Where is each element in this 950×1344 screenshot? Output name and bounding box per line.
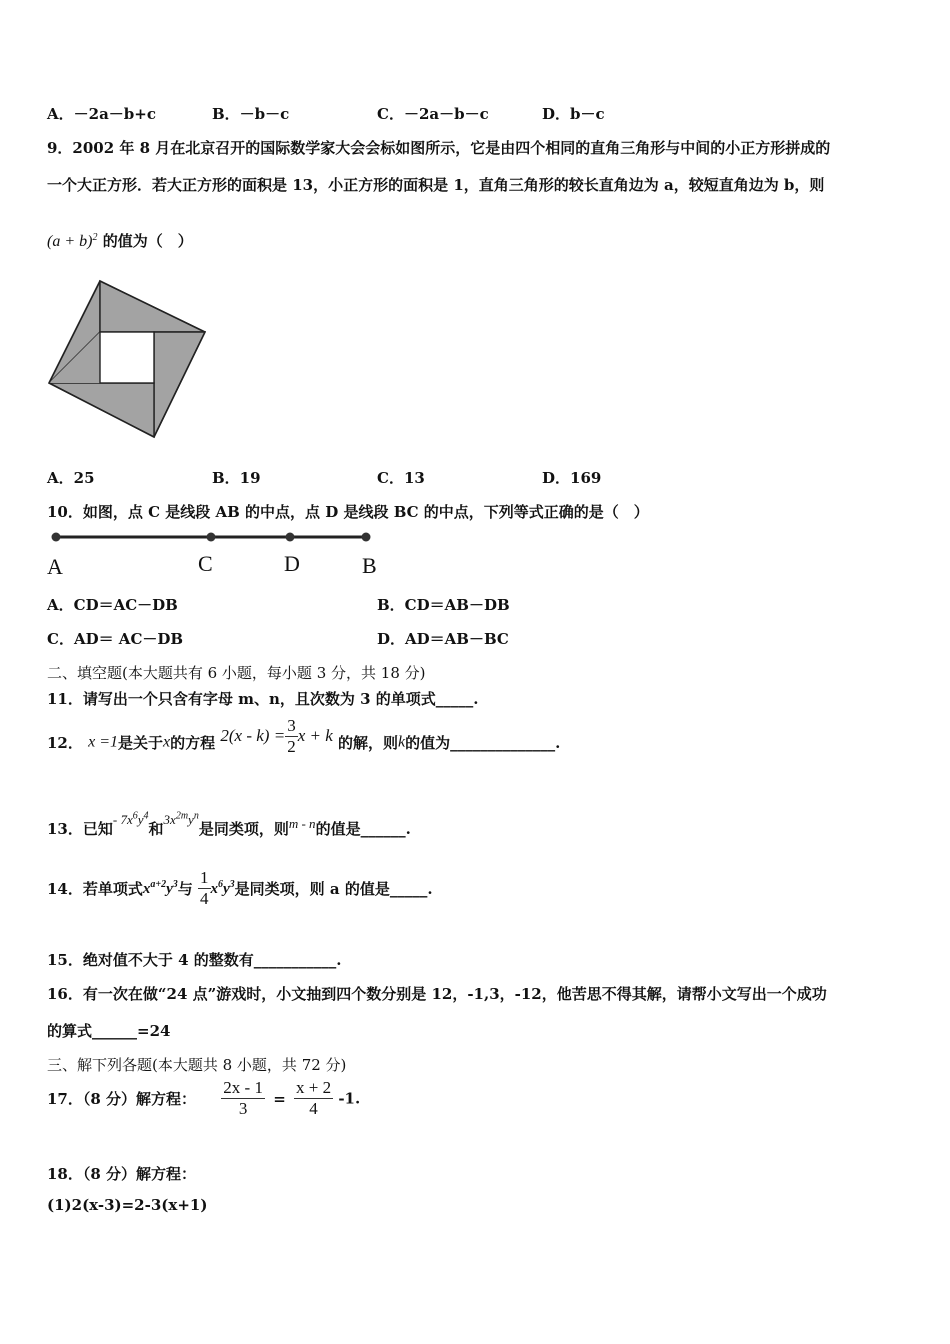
- q14-x1: x: [142, 881, 151, 897]
- q17-f2-num: x + 2: [296, 1078, 332, 1097]
- q12-frac-num: 3: [287, 716, 296, 735]
- q9-expr-sup: 2: [92, 232, 98, 243]
- q10-option-a: A．CD＝AC－DB: [47, 596, 178, 614]
- q10-stem: 10．如图，点 C 是线段 AB 的中点，点 D 是线段 BC 的中点，下列等式正确的是（ ）: [47, 503, 649, 521]
- q9-option-d: D．169: [542, 469, 602, 487]
- q16-line1: 16．有一次在做“24 点”游戏时，小文抽到四个数分别是 12，-1,3，-12，他苦思不得其解，请帮小文写出一个成功: [47, 985, 827, 1003]
- q10-option-c: C．AD＝ AC－DB: [47, 630, 184, 648]
- q9-option-b: B．19: [212, 469, 261, 487]
- q17-equals: =: [273, 1089, 286, 1108]
- q14-x2: x: [210, 881, 218, 897]
- q18-part1: (1)2(x-3)=2-3(x+1): [47, 1196, 208, 1214]
- q14-monomial-1: [143, 881, 178, 897]
- q9-option-c: C．13: [377, 469, 425, 487]
- q12-fraction: [285, 716, 298, 757]
- q13-term1-y: y: [137, 812, 144, 827]
- q13-num: 13．已知: [47, 820, 113, 838]
- q14-monomial-2: [211, 881, 235, 897]
- pinwheel-square-figure: [44, 276, 212, 442]
- q13-term1: [113, 812, 149, 827]
- q11: 11．请写出一个只含有字母 m、n，且次数为 3 的单项式_____.: [47, 690, 479, 708]
- q12-x: x: [163, 733, 171, 751]
- section-3-heading: 三、解下列各题(本大题共 8 小题，共 72 分): [47, 1056, 347, 1074]
- q14-y1-sup: 3: [172, 879, 178, 890]
- q15: 15．绝对值不大于 4 的整数有___________.: [47, 951, 342, 969]
- q17: [47, 1078, 360, 1119]
- q10-option-d: D．AD＝AB－BC: [377, 630, 509, 648]
- q13-term2-base: 3x: [163, 812, 176, 827]
- q17-f2-den: 4: [309, 1099, 318, 1118]
- q17-fraction-1: [221, 1078, 265, 1119]
- q12-t3: 的解，则: [337, 734, 398, 752]
- line-segment-ab: [46, 528, 376, 544]
- q13-term1-sup2: 4: [143, 810, 149, 822]
- q12-eq-right: x + k: [297, 725, 333, 745]
- q13-term1-base: - 7x: [112, 812, 133, 827]
- q14-tail: 是同类项，则 a 的值是_____.: [234, 880, 433, 898]
- q14-x1-sup: a+2: [150, 879, 167, 890]
- q13-and: 和: [148, 820, 164, 838]
- q8-option-d: D．b－c: [542, 105, 605, 123]
- q9-option-a: A．25: [47, 469, 95, 487]
- q14-y1: y: [166, 881, 173, 897]
- q14: [47, 868, 433, 909]
- point-c: [207, 533, 216, 542]
- q9-expression: [47, 230, 193, 251]
- q13-term2-y: y: [188, 812, 194, 827]
- point-a: [52, 533, 61, 542]
- q12-eq-left: 2(x - k) =: [220, 725, 286, 745]
- q12-k: k: [398, 733, 406, 751]
- q12-t4: 的值为______________.: [405, 734, 561, 752]
- point-b: [362, 533, 371, 542]
- q9-stem-line1: 9．2002 年 8 月在北京召开的国际数学家大会会标如图所示，它是由四个相同的直角三角形与中间的小正方形拼成的: [47, 139, 831, 157]
- q13-t1: 是同类项，则: [198, 820, 289, 838]
- q13-t2: 的值是______.: [315, 820, 411, 838]
- q14-fraction: [198, 868, 211, 909]
- q12-t1: 是关于: [118, 734, 164, 752]
- point-d: [286, 533, 295, 542]
- q9-tail: 的值为（ ）: [102, 232, 193, 250]
- q8-option-c: C．－2a－b－c: [377, 105, 489, 123]
- q10-option-b: B．CD＝AB－DB: [377, 596, 510, 614]
- q14-frac-num: 1: [200, 868, 209, 887]
- q17-f1-den: 3: [238, 1099, 248, 1118]
- q9-expr: (a + b): [47, 233, 93, 250]
- q8-option-a: A．－2a－b+c: [47, 105, 156, 123]
- small-square: [100, 332, 154, 383]
- q12-num: 12．: [47, 734, 83, 752]
- q14-y2-sup: 3: [229, 879, 235, 890]
- q18-label: 18．（8 分）解方程：: [47, 1165, 197, 1183]
- q16-line2: 的算式______=24: [47, 1022, 171, 1040]
- q13-mn: m - n: [288, 816, 316, 831]
- q13-term2-sup1: 2m: [175, 810, 189, 822]
- q17-fraction-2: [294, 1078, 333, 1119]
- q13-term2-sup2: n: [193, 810, 199, 822]
- q9-stem-line2: 一个大正方形．若大正方形的面积是 13，小正方形的面积是 1，直角三角形的较长直角边为 a，较短直角边为 b，则: [47, 176, 825, 194]
- q12-frac-den: 2: [287, 737, 296, 756]
- q13: [47, 810, 411, 839]
- q14-with: 与: [177, 880, 193, 898]
- point-d-label: D: [284, 551, 300, 576]
- q8-option-b: B．－b－c: [212, 105, 290, 123]
- q13-term2: [164, 812, 199, 827]
- q17-f1-num: 2x - 1: [223, 1078, 263, 1097]
- q12-x-eq: x =1: [88, 733, 119, 751]
- section-2-heading: 二、填空题(本大题共有 6 小题，每小题 3 分，共 18 分): [47, 664, 426, 682]
- q12: [47, 716, 561, 763]
- point-a-label: A: [47, 554, 63, 579]
- q14-x2-sup: 6: [218, 879, 223, 890]
- point-b-label: B: [362, 553, 377, 578]
- q12-t2: 的方程: [170, 734, 216, 752]
- point-c-label: C: [198, 551, 213, 576]
- q17-tail: -1.: [338, 1089, 361, 1108]
- q14-y2: y: [223, 881, 230, 897]
- q14-frac-den: 4: [200, 889, 209, 908]
- q13-term1-sup1: 6: [132, 810, 138, 822]
- q17-label: 17．（8 分）解方程：: [47, 1090, 197, 1108]
- q14-num: 14．若单项式: [47, 880, 143, 898]
